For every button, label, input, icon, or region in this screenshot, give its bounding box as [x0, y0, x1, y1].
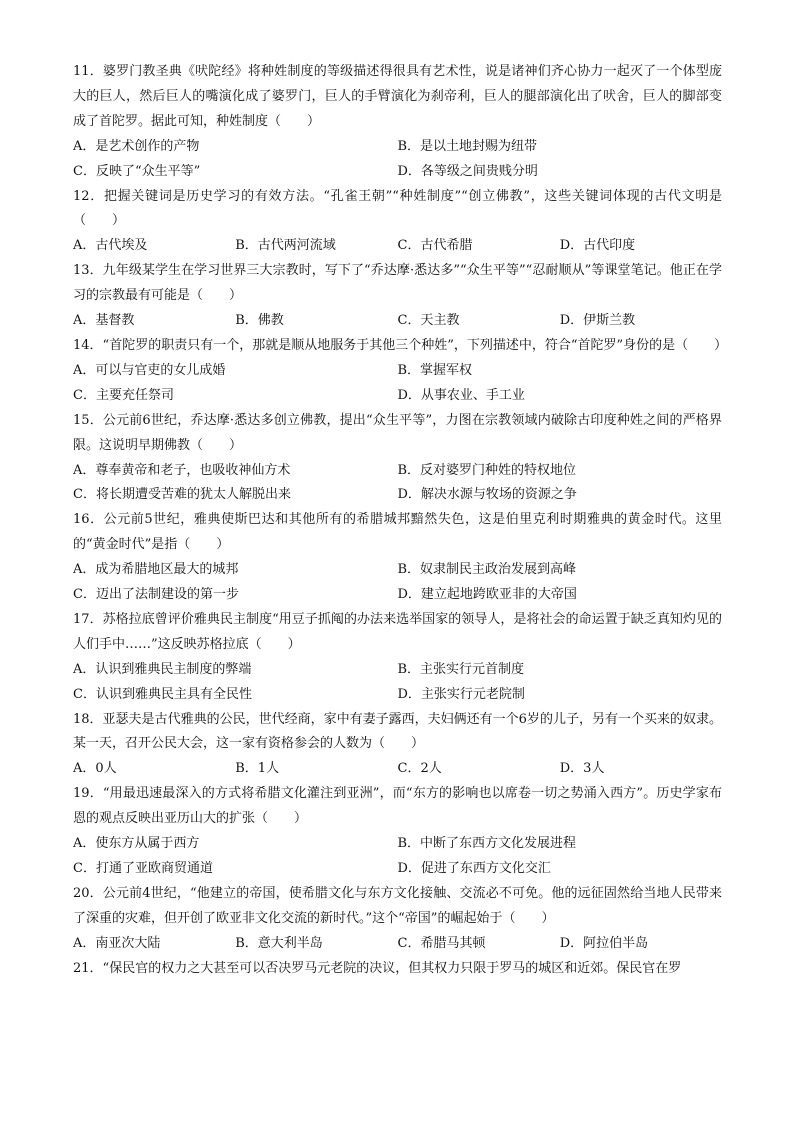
- option-b[interactable]: B．奴隶制民主政治发展到高峰: [397, 562, 577, 578]
- option-list: [73, 932, 722, 957]
- option-a[interactable]: A．是艺术创作的产物: [73, 138, 200, 154]
- option-c[interactable]: C．古代希腊: [397, 238, 473, 254]
- question-stem: 20．公元前4世纪，“他建立的帝国，使希腊文化与东方文化接触、交流必不可免。他的远征固然给当地人民带来了深重的灾难，但开创了欧亚非文化交流的新时代。”这个“帝国”的崛起始于（ ）: [73, 885, 722, 926]
- option-d[interactable]: D．建立起地跨欧亚非的大帝国: [397, 587, 577, 603]
- option-a[interactable]: A．古代埃及: [73, 238, 148, 254]
- option-c[interactable]: C．天主教: [397, 313, 460, 329]
- option-c[interactable]: C．主要充任祭司: [73, 387, 174, 403]
- question-stem: 15．公元前6世纪，乔达摩·悉达多创立佛教，提出“众生平等”，力图在宗教领域内破除古印度种姓之间的严格界限。这说明早期佛教（ ）: [73, 412, 722, 453]
- question-11: [73, 60, 722, 185]
- option-b[interactable]: B．1人: [235, 761, 280, 777]
- option-list: [73, 459, 722, 509]
- option-d[interactable]: D．伊斯兰教: [559, 313, 636, 329]
- option-list: [73, 234, 722, 259]
- option-d[interactable]: D．促进了东西方文化交汇: [397, 861, 551, 876]
- option-a[interactable]: A．南亚次大陆: [73, 935, 161, 951]
- option-d[interactable]: D．各等级之间贵贱分明: [397, 163, 538, 179]
- option-list: [73, 558, 722, 608]
- question-16: [73, 508, 722, 608]
- question-20: [73, 882, 722, 957]
- option-b[interactable]: B．意大利半岛: [235, 935, 323, 951]
- option-a[interactable]: A．尊奉黄帝和老子，也吸收神仙方术: [73, 462, 291, 478]
- option-c[interactable]: C．打通了亚欧商贸通道: [73, 861, 213, 876]
- question-stem: 11．婆罗门教圣典《吠陀经》将种姓制度的等级描述得很具有艺术性，说是诸神们齐心协力一起灭了一个体型庞大的巨人，然后巨人的嘴演化成了婆罗门，巨人的手臂演化为刹帝利，巨人的腿部演化出了吠舍，巨人的脚部变成了首陀罗。据此可知，种姓制度（ ）: [73, 64, 722, 129]
- question-stem: 12．把握关键词是历史学习的有效方法。“孔雀王朝”“种姓制度”“创立佛教”，这些关键词体现的古代文明是（ ）: [73, 188, 722, 229]
- option-d[interactable]: D．从事农业、手工业: [397, 387, 525, 403]
- option-a[interactable]: A．0人: [73, 761, 117, 777]
- option-list: [73, 359, 722, 409]
- question-stem: 17．苏格拉底曾评价雅典民主制度“用豆子抓阄的办法来选举国家的领导人，是将社会的命运置于缺乏真知灼见的人们手中……”这反映苏格拉底（ ）: [73, 611, 722, 652]
- option-b[interactable]: B．主张实行元首制度: [397, 661, 525, 677]
- option-d[interactable]: D．3人: [559, 761, 605, 777]
- question-stem: 21．“保民官的权力之大甚至可以否决罗马元老院的决议，但其权力只限于罗马的城区和近郊。保民官在罗: [73, 960, 682, 976]
- option-b[interactable]: B．是以土地封赐为纽带: [397, 138, 538, 154]
- option-c[interactable]: C．2人: [397, 761, 442, 777]
- option-c[interactable]: C．迈出了法制建设的第一步: [73, 587, 239, 603]
- option-d[interactable]: D．阿拉伯半岛: [559, 935, 649, 951]
- question-18: [73, 708, 722, 783]
- option-c[interactable]: C．认识到雅典民主具有全民性: [73, 686, 252, 702]
- question-12: [73, 185, 722, 260]
- option-d[interactable]: D．解决水源与牧场的资源之争: [397, 487, 577, 503]
- question-stem: 14．“首陀罗的职责只有一个，那就是顺从地服务于其他三个种姓”，下列描述中，符合“首陀罗”身份的是（ ）: [73, 337, 728, 353]
- option-a[interactable]: A．可以与官吏的女儿成婚: [73, 362, 226, 378]
- option-b[interactable]: B．古代两河流域: [235, 238, 336, 254]
- option-list: [73, 658, 722, 708]
- option-b[interactable]: B．中断了东西方文化发展进程: [397, 836, 577, 852]
- option-a[interactable]: A．使东方从属于西方: [73, 836, 200, 852]
- option-b[interactable]: B．反对婆罗门种姓的特权地位: [397, 462, 577, 478]
- question-17: [73, 608, 722, 708]
- question-stem: 13．九年级某学生在学习世界三大宗教时，写下了“乔达摩·悉达多”“众生平等”“忍耐顺从”等课堂笔记。他正在学习的宗教最有可能是（ ）: [73, 263, 722, 304]
- question-stem: 19．“用最迅速最深入的方式将希腊文化灌注到亚洲”，而“东方的影响也以席卷一切之势涌入西方”。历史学家布恩的观点反映出亚历山大的扩张（ ）: [73, 786, 722, 827]
- question-stem: 16．公元前5世纪，雅典使斯巴达和其他所有的希腊城邦黯然失色，这是伯里克利时期雅典的黄金时代。这里的“黄金时代”是指（ ）: [73, 512, 722, 553]
- question-14: [73, 334, 728, 409]
- question-21: [73, 957, 722, 982]
- option-a[interactable]: A．成为希腊地区最大的城邦: [73, 562, 239, 578]
- option-list: [73, 309, 722, 334]
- option-d[interactable]: D．古代印度: [559, 238, 636, 254]
- option-c[interactable]: C．反映了“众生平等”: [73, 163, 201, 179]
- option-a[interactable]: A．认识到雅典民主制度的弊端: [73, 661, 252, 677]
- option-d[interactable]: D．主张实行元老院制: [397, 686, 525, 702]
- question-19: [73, 782, 722, 882]
- option-list: [73, 832, 722, 882]
- question-stem: 18．亚瑟夫是古代雅典的公民，世代经商，家中有妻子露西，夫妇俩还有一个6岁的儿子，另有一个买来的奴隶。某一天，召开公民大会，这一家有资格参会的人数为（ ）: [73, 711, 722, 752]
- option-c[interactable]: C．希腊马其顿: [397, 935, 486, 951]
- option-b[interactable]: B．掌握军权: [397, 362, 473, 378]
- option-b[interactable]: B．佛教: [235, 313, 284, 329]
- option-list: [73, 135, 722, 185]
- question-15: [73, 409, 722, 509]
- option-list: [73, 757, 722, 782]
- option-a[interactable]: A．基督教: [73, 313, 135, 329]
- option-c[interactable]: C．将长期遭受苦难的犹太人解脱出来: [73, 487, 291, 503]
- question-13: [73, 259, 722, 334]
